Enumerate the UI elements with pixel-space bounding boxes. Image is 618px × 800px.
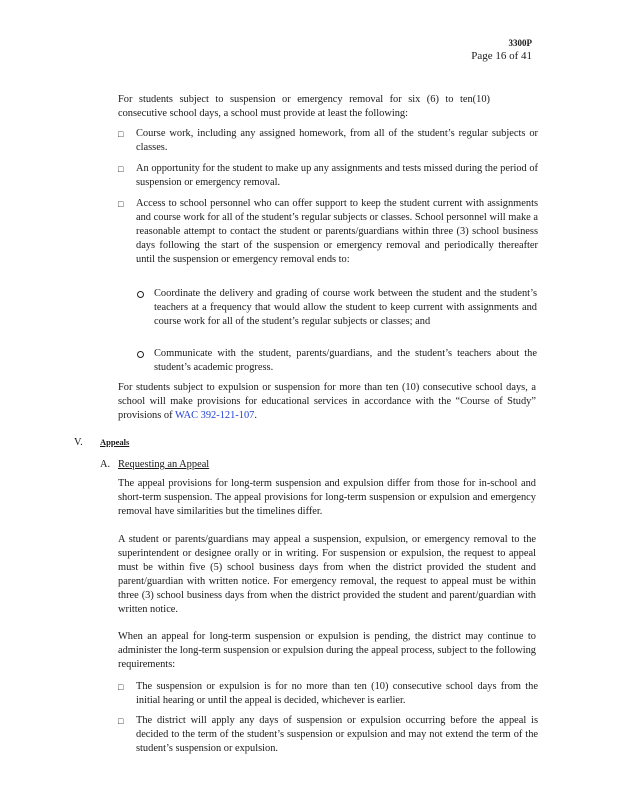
expulsion-paragraph [118, 381, 536, 423]
bullet-icon: □ [118, 682, 124, 692]
list-item [118, 680, 538, 710]
policy-number: 3300P [508, 38, 532, 48]
page-header [471, 38, 532, 63]
sub-bullet-text: Communicate with the student, parents/guardians, and the student’s teachers about the student’s academic progress. [154, 348, 537, 373]
bullet-icon: □ [118, 129, 124, 139]
sub-bullet-text: Coordinate the delivery and grading of course work between the student and the student’s teachers at a frequency that would allow the student to keep current with assignments and course work for all of the student’s regular subjects or classes; and [154, 288, 537, 327]
appeal-paragraph: A student or parents/guardians may appeal a suspension, expulsion, or emergency removal to the superintendent or designee orally or in writing. For suspension or expulsion, the request to appeal must be within five (5) school business days from when the district provided the student and parent/guardian with written notice. For emergency removal, the request to appeal must be within three (3) school business days from when the district provided the student and parent/guardian with written notice. [118, 534, 536, 615]
bullet-icon: □ [118, 199, 124, 209]
subsection-title: Requesting an Appeal [118, 459, 210, 470]
bullet-text: Course work, including any assigned homework, from all of the student’s regular subjects or classes. [136, 128, 538, 153]
circle-bullet-icon [137, 291, 144, 298]
list-item [118, 127, 538, 157]
subsection-letter: A. [100, 459, 111, 470]
bullet-text: Access to school personnel who can offer support to keep the student current with assignments and course work for all of the student’s regular subjects or classes. School personnel will make a reasonable attempt to contact the student or parents/guardians within three (3) school business days following the start of the suspension or emergency removal and periodically thereafter until the suspension or emergency removal ends to: [136, 198, 538, 265]
wac-link[interactable]: WAC 392-121-107 [174, 410, 255, 421]
circle-bullet-icon [137, 351, 144, 358]
list-item [118, 162, 538, 192]
section-title: Appeals [100, 437, 130, 447]
section-number: V. [74, 437, 83, 448]
bullet-icon: □ [118, 716, 124, 726]
list-item [118, 714, 538, 758]
list-item [137, 347, 537, 375]
page-number: Page 16 of 41 [471, 50, 532, 62]
expulsion-end: . [254, 410, 257, 421]
list-item [118, 197, 538, 281]
appeal-paragraph: The appeal provisions for long-term suspension and expulsion differ from those for in-school and short-term suspension. The appeal provisions for long-term suspension or expulsion and emergency removal have similarities but the timelines differ. [118, 478, 536, 517]
intro-paragraph: For students subject to suspension or emergency removal for six (6) to ten(10) consecutive school days, a school must provide at least the following: [118, 94, 490, 119]
bullet-text: The suspension or expulsion is for no more than ten (10) consecutive school days from the initial hearing or until the appeal is decided, whichever is earlier. [136, 681, 538, 706]
expulsion-text: For students subject to expulsion or suspension for more than ten (10) consecutive school days, a school will make provisions for educational services in accordance with the “Course of Study” provisions of [118, 382, 536, 421]
list-item [137, 287, 537, 343]
appeal-paragraph: When an appeal for long-term suspension or expulsion is pending, the district may continue to administer the long-term suspension or expulsion during the appeal process, subject to the following requirements: [118, 631, 536, 670]
bullet-text: An opportunity for the student to make up any assignments and tests missed during the period of suspension or emergency removal. [136, 163, 538, 188]
bullet-text: The district will apply any days of suspension or expulsion occurring before the appeal is decided to the term of the student’s suspension or expulsion and may not extend the term of the student’s suspension or expulsion. [136, 715, 538, 754]
bullet-icon: □ [118, 164, 124, 174]
